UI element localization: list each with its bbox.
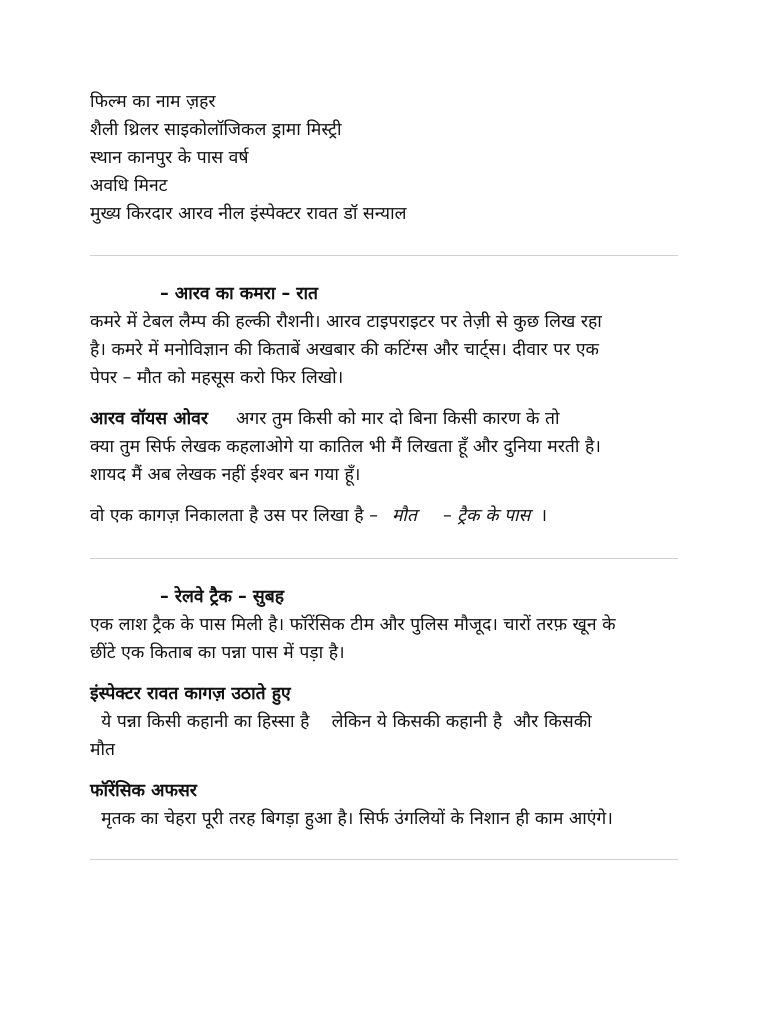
divider bbox=[90, 558, 678, 559]
film-meta bbox=[90, 88, 680, 228]
voice-over-speaker: आरव वॉयस ओवर bbox=[90, 409, 208, 429]
scene-2-desc-line: छींटे एक किताब का पन्ना पास में पड़ा है। bbox=[90, 643, 345, 663]
paper-note-line bbox=[90, 502, 680, 530]
scene-1 bbox=[90, 280, 680, 530]
voice-over-line bbox=[90, 405, 680, 433]
paper-note-end: । bbox=[540, 506, 548, 526]
scene-2-heading: – रेलवे ट्रैक – सुबह bbox=[160, 587, 284, 607]
place-line: स्थान कानपुर के पास वर्ष bbox=[90, 148, 249, 168]
paper-note-word: मौत bbox=[391, 506, 417, 526]
paper-note-intro: वो एक कागज़ निकालता है उस पर लिखा है – bbox=[90, 506, 378, 526]
scene-1-heading: – आरव का कमरा – रात bbox=[160, 284, 318, 304]
voice-over-line: शायद मैं अब लेखक नहीं ईश्वर बन गया हूँ। bbox=[90, 465, 361, 485]
voice-over-line: क्या तुम सिर्फ लेखक कहलाओगे या कातिल भी मैं लिखता हूँ और दुनिया मरती है। bbox=[90, 437, 601, 457]
forensic-speaker: फॉरेंसिक अफसर bbox=[90, 781, 197, 801]
scene-2-desc-line: एक लाश ट्रैक के पास मिली है। फॉरेंसिक टीम और पुलिस मौजूद। चारों तरफ़ खून के bbox=[90, 615, 616, 635]
paper-note-place: – ट्रैक के पास bbox=[442, 506, 531, 526]
inspector-dialogue-line: मौत bbox=[90, 740, 115, 760]
inspector-dialogue-line: ये पन्ना किसी कहानी का हिस्सा है लेकिन ये किसकी कहानी है और किसकी bbox=[90, 712, 592, 732]
scene-2 bbox=[90, 583, 680, 833]
inspector-speaker: इंस्पेक्टर रावत कागज़ उठाते हुए bbox=[90, 684, 291, 704]
genre-line: शैली थ्रिलर साइकोलॉजिकल ड्रामा मिस्ट्री bbox=[90, 120, 342, 140]
divider bbox=[90, 255, 678, 256]
film-title-line: फिल्म का नाम ज़हर bbox=[90, 92, 216, 112]
scene-1-desc-line: पेपर – मौत को महसूस करो फिर लिखो। bbox=[90, 368, 344, 388]
characters-line: मुख्य किरदार आरव नील इंस्पेक्टर रावत डॉ सन्याल bbox=[90, 204, 407, 224]
divider bbox=[90, 859, 678, 860]
duration-line: अवधि मिनट bbox=[90, 176, 168, 196]
script-page bbox=[90, 88, 680, 860]
scene-1-desc-line: कमरे में टेबल लैम्प की हल्की रौशनी। आरव टाइपराइटर पर तेज़ी से कुछ लिख रहा bbox=[90, 312, 602, 332]
voice-over-text: अगर तुम किसी को मार दो बिना किसी कारण के तो bbox=[236, 409, 560, 429]
scene-1-desc-line: है। कमरे में मनोविज्ञान की किताबें अखबार की कटिंग्स और चार्ट्स। दीवार पर एक bbox=[90, 340, 599, 360]
forensic-dialogue-line: मृतक का चेहरा पूरी तरह बिगड़ा हुआ है। सिर्फ उंगलियों के निशान ही काम आएंगे। bbox=[90, 809, 613, 829]
